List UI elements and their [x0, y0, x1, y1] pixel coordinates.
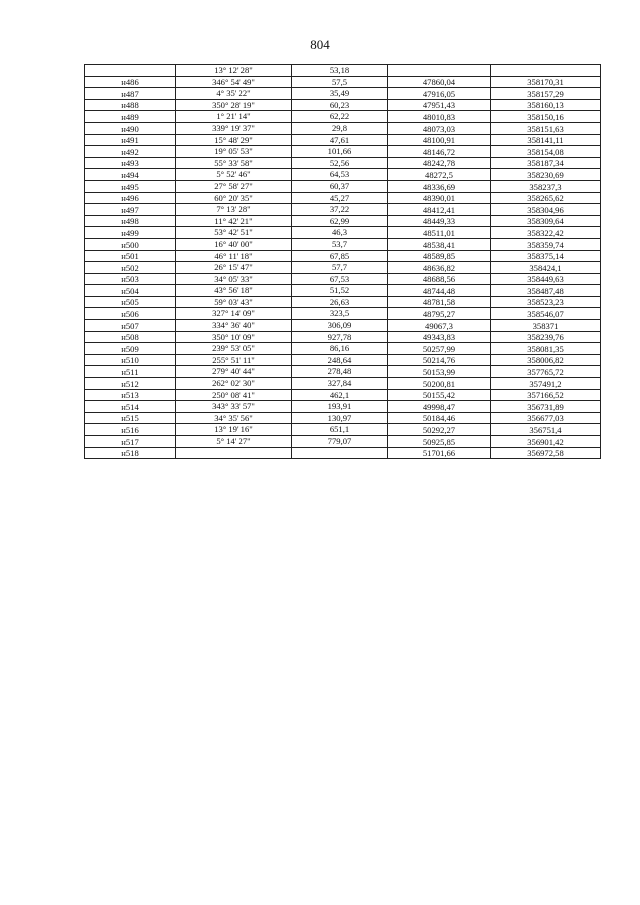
point-id-cell: н513 — [85, 389, 176, 401]
table-row — [85, 412, 601, 424]
table-row — [85, 331, 601, 343]
table-row — [85, 424, 601, 436]
x-coordinate-cell: 50184,46 — [388, 412, 491, 424]
point-id-cell: н491 — [85, 134, 176, 146]
y-coordinate-cell: 358170,31 — [491, 76, 601, 88]
distance-cell: 278,48 — [292, 366, 388, 378]
distance-cell: 47,61 — [292, 134, 388, 146]
table-row — [85, 436, 601, 448]
distance-cell: 53,7 — [292, 238, 388, 250]
y-coordinate-cell: 358449,63 — [491, 273, 601, 285]
y-coordinate-cell: 358154,08 — [491, 146, 601, 158]
x-coordinate-cell: 49998,47 — [388, 401, 491, 413]
angle-cell: 350° 28' 19" — [176, 99, 292, 111]
y-coordinate-cell: 356901,42 — [491, 436, 601, 448]
point-id-cell: н508 — [85, 331, 176, 343]
x-coordinate-cell: 51701,66 — [388, 447, 491, 459]
x-coordinate-cell: 48073,03 — [388, 122, 491, 134]
angle-cell: 43° 56' 18" — [176, 285, 292, 297]
distance-cell: 60,23 — [292, 99, 388, 111]
distance-cell: 26,63 — [292, 296, 388, 308]
angle-cell: 255° 51' 11" — [176, 354, 292, 366]
angle-cell: 26° 15' 47" — [176, 262, 292, 274]
table-row — [85, 111, 601, 123]
x-coordinate-cell: 50292,27 — [388, 424, 491, 436]
x-coordinate-cell: 48781,58 — [388, 296, 491, 308]
y-coordinate-cell: 356751,4 — [491, 424, 601, 436]
angle-cell: 350° 10' 09" — [176, 331, 292, 343]
angle-cell: 53° 42' 51" — [176, 227, 292, 239]
table-row — [85, 215, 601, 227]
angle-cell — [176, 447, 292, 459]
angle-cell: 60° 20' 35" — [176, 192, 292, 204]
y-coordinate-cell: 358265,62 — [491, 192, 601, 204]
y-coordinate-cell: 358187,34 — [491, 157, 601, 169]
point-id-cell: н516 — [85, 424, 176, 436]
x-coordinate-cell: 48390,01 — [388, 192, 491, 204]
point-id-cell: н490 — [85, 122, 176, 134]
x-coordinate-cell: 48589,85 — [388, 250, 491, 262]
angle-cell: 346° 54' 49" — [176, 76, 292, 88]
page-number: 804 — [310, 37, 330, 52]
table-row — [85, 285, 601, 297]
table-row — [85, 354, 601, 366]
angle-cell: 13° 19' 16" — [176, 424, 292, 436]
x-coordinate-cell: 50200,81 — [388, 378, 491, 390]
point-id-cell: н496 — [85, 192, 176, 204]
point-id-cell: н487 — [85, 88, 176, 100]
x-coordinate-cell: 48744,48 — [388, 285, 491, 297]
angle-cell: 13° 12' 28" — [176, 65, 292, 77]
distance-cell: 57,7 — [292, 262, 388, 274]
point-id-cell: н500 — [85, 238, 176, 250]
y-coordinate-cell: 357491,2 — [491, 378, 601, 390]
x-coordinate-cell: 48336,69 — [388, 180, 491, 192]
angle-cell: 262° 02' 30" — [176, 378, 292, 390]
table-row — [85, 204, 601, 216]
coordinates-table-body — [85, 65, 601, 459]
y-coordinate-cell: 357166,52 — [491, 389, 601, 401]
y-coordinate-cell: 358141,11 — [491, 134, 601, 146]
y-coordinate-cell: 357765,72 — [491, 366, 601, 378]
point-id-cell: н494 — [85, 169, 176, 181]
x-coordinate-cell: 48010,83 — [388, 111, 491, 123]
table-row — [85, 180, 601, 192]
distance-cell: 101,66 — [292, 146, 388, 158]
distance-cell: 67,85 — [292, 250, 388, 262]
table-row — [85, 88, 601, 100]
point-id-cell: н489 — [85, 111, 176, 123]
x-coordinate-cell: 48636,82 — [388, 262, 491, 274]
angle-cell: 5° 52' 46" — [176, 169, 292, 181]
y-coordinate-cell: 358237,3 — [491, 180, 601, 192]
angle-cell: 250° 08' 41" — [176, 389, 292, 401]
table-row — [85, 447, 601, 459]
y-coordinate-cell: 358322,42 — [491, 227, 601, 239]
y-coordinate-cell: 358371 — [491, 320, 601, 332]
x-coordinate-cell: 49343,83 — [388, 331, 491, 343]
x-coordinate-cell: 47860,04 — [388, 76, 491, 88]
y-coordinate-cell: 358150,16 — [491, 111, 601, 123]
angle-cell: 16° 40' 00" — [176, 238, 292, 250]
angle-cell: 59° 03' 43" — [176, 296, 292, 308]
distance-cell: 62,22 — [292, 111, 388, 123]
y-coordinate-cell: 358160,13 — [491, 99, 601, 111]
distance-cell: 130,97 — [292, 412, 388, 424]
distance-cell: 248,64 — [292, 354, 388, 366]
angle-cell: 4° 35' 22" — [176, 88, 292, 100]
point-id-cell: н488 — [85, 99, 176, 111]
point-id-cell: н518 — [85, 447, 176, 459]
table-row — [85, 76, 601, 88]
point-id-cell: н493 — [85, 157, 176, 169]
distance-cell: 86,16 — [292, 343, 388, 355]
y-coordinate-cell: 358157,29 — [491, 88, 601, 100]
y-coordinate-cell: 358304,96 — [491, 204, 601, 216]
x-coordinate-cell: 48449,33 — [388, 215, 491, 227]
y-coordinate-cell: 358487,48 — [491, 285, 601, 297]
x-coordinate-cell: 48146,72 — [388, 146, 491, 158]
point-id-cell: н505 — [85, 296, 176, 308]
angle-cell: 334° 36' 40" — [176, 320, 292, 332]
point-id-cell: н495 — [85, 180, 176, 192]
y-coordinate-cell: 358523,23 — [491, 296, 601, 308]
point-id-cell: н510 — [85, 354, 176, 366]
coordinates-table — [84, 64, 601, 459]
y-coordinate-cell: 356731,89 — [491, 401, 601, 413]
table-row — [85, 401, 601, 413]
table-row — [85, 169, 601, 181]
angle-cell: 239° 53' 05" — [176, 343, 292, 355]
table-row — [85, 134, 601, 146]
table-row — [85, 262, 601, 274]
point-id-cell: н512 — [85, 378, 176, 390]
angle-cell: 343° 33' 57" — [176, 401, 292, 413]
distance-cell: 53,18 — [292, 65, 388, 77]
point-id-cell: н503 — [85, 273, 176, 285]
distance-cell: 62,99 — [292, 215, 388, 227]
x-coordinate-cell: 47916,05 — [388, 88, 491, 100]
x-coordinate-cell: 50925,85 — [388, 436, 491, 448]
x-coordinate-cell: 47951,43 — [388, 99, 491, 111]
angle-cell: 339° 19' 37" — [176, 122, 292, 134]
angle-cell: 15° 48' 29" — [176, 134, 292, 146]
distance-cell: 67,53 — [292, 273, 388, 285]
angle-cell: 327° 14' 09" — [176, 308, 292, 320]
table-row — [85, 320, 601, 332]
x-coordinate-cell: 48242,78 — [388, 157, 491, 169]
distance-cell — [292, 447, 388, 459]
table-row — [85, 192, 601, 204]
y-coordinate-cell: 356972,58 — [491, 447, 601, 459]
point-id-cell: н509 — [85, 343, 176, 355]
point-id-cell: н515 — [85, 412, 176, 424]
angle-cell: 34° 35' 56" — [176, 412, 292, 424]
point-id-cell: н502 — [85, 262, 176, 274]
x-coordinate-cell: 48538,41 — [388, 238, 491, 250]
table-row — [85, 65, 601, 77]
distance-cell: 60,37 — [292, 180, 388, 192]
table-row — [85, 238, 601, 250]
y-coordinate-cell: 358375,14 — [491, 250, 601, 262]
point-id-cell: н507 — [85, 320, 176, 332]
angle-cell: 1° 21' 14" — [176, 111, 292, 123]
distance-cell: 45,27 — [292, 192, 388, 204]
table-row — [85, 273, 601, 285]
distance-cell: 327,84 — [292, 378, 388, 390]
distance-cell: 57,5 — [292, 76, 388, 88]
distance-cell: 35,49 — [292, 88, 388, 100]
distance-cell: 29,8 — [292, 122, 388, 134]
distance-cell: 779,07 — [292, 436, 388, 448]
table-row — [85, 296, 601, 308]
point-id-cell: н501 — [85, 250, 176, 262]
x-coordinate-cell: 48412,41 — [388, 204, 491, 216]
y-coordinate-cell: 358309,64 — [491, 215, 601, 227]
angle-cell: 27° 58' 27" — [176, 180, 292, 192]
table-row — [85, 378, 601, 390]
x-coordinate-cell: 49067,3 — [388, 320, 491, 332]
table-row — [85, 146, 601, 158]
y-coordinate-cell: 358151,63 — [491, 122, 601, 134]
point-id-cell: н517 — [85, 436, 176, 448]
point-id-cell: н486 — [85, 76, 176, 88]
distance-cell: 64,53 — [292, 169, 388, 181]
point-id-cell: н498 — [85, 215, 176, 227]
distance-cell: 46,3 — [292, 227, 388, 239]
x-coordinate-cell: 50153,99 — [388, 366, 491, 378]
point-id-cell: н504 — [85, 285, 176, 297]
angle-cell: 11° 42' 21" — [176, 215, 292, 227]
distance-cell: 52,56 — [292, 157, 388, 169]
angle-cell: 7° 13' 28" — [176, 204, 292, 216]
x-coordinate-cell: 48795,27 — [388, 308, 491, 320]
table-row — [85, 122, 601, 134]
x-coordinate-cell: 48511,01 — [388, 227, 491, 239]
y-coordinate-cell: 358081,35 — [491, 343, 601, 355]
table-row — [85, 250, 601, 262]
distance-cell: 651,1 — [292, 424, 388, 436]
distance-cell: 37,22 — [292, 204, 388, 216]
y-coordinate-cell — [491, 65, 601, 77]
distance-cell: 323,5 — [292, 308, 388, 320]
y-coordinate-cell: 358006,82 — [491, 354, 601, 366]
y-coordinate-cell: 358230,69 — [491, 169, 601, 181]
angle-cell: 19° 05' 53" — [176, 146, 292, 158]
y-coordinate-cell: 358546,07 — [491, 308, 601, 320]
point-id-cell: н499 — [85, 227, 176, 239]
point-id-cell: н497 — [85, 204, 176, 216]
distance-cell: 193,91 — [292, 401, 388, 413]
y-coordinate-cell: 358239,76 — [491, 331, 601, 343]
x-coordinate-cell — [388, 65, 491, 77]
angle-cell: 5° 14' 27" — [176, 436, 292, 448]
angle-cell: 46° 11' 18" — [176, 250, 292, 262]
point-id-cell: н492 — [85, 146, 176, 158]
point-id-cell: н514 — [85, 401, 176, 413]
x-coordinate-cell: 48100,91 — [388, 134, 491, 146]
point-id-cell: н511 — [85, 366, 176, 378]
y-coordinate-cell: 356677,03 — [491, 412, 601, 424]
table-row — [85, 389, 601, 401]
point-id-cell: н506 — [85, 308, 176, 320]
x-coordinate-cell: 48688,56 — [388, 273, 491, 285]
x-coordinate-cell: 50155,42 — [388, 389, 491, 401]
x-coordinate-cell: 48272,5 — [388, 169, 491, 181]
x-coordinate-cell: 50257,99 — [388, 343, 491, 355]
x-coordinate-cell: 50214,76 — [388, 354, 491, 366]
angle-cell: 34° 05' 33" — [176, 273, 292, 285]
y-coordinate-cell: 358359,74 — [491, 238, 601, 250]
distance-cell: 462,1 — [292, 389, 388, 401]
angle-cell: 279° 40' 44" — [176, 366, 292, 378]
table-row — [85, 99, 601, 111]
table-row — [85, 308, 601, 320]
distance-cell: 51,52 — [292, 285, 388, 297]
y-coordinate-cell: 358424,1 — [491, 262, 601, 274]
table-row — [85, 227, 601, 239]
table-row — [85, 157, 601, 169]
table-row — [85, 366, 601, 378]
distance-cell: 306,09 — [292, 320, 388, 332]
point-id-cell — [85, 65, 176, 77]
distance-cell: 927,78 — [292, 331, 388, 343]
angle-cell: 55° 33' 58" — [176, 157, 292, 169]
table-row — [85, 343, 601, 355]
